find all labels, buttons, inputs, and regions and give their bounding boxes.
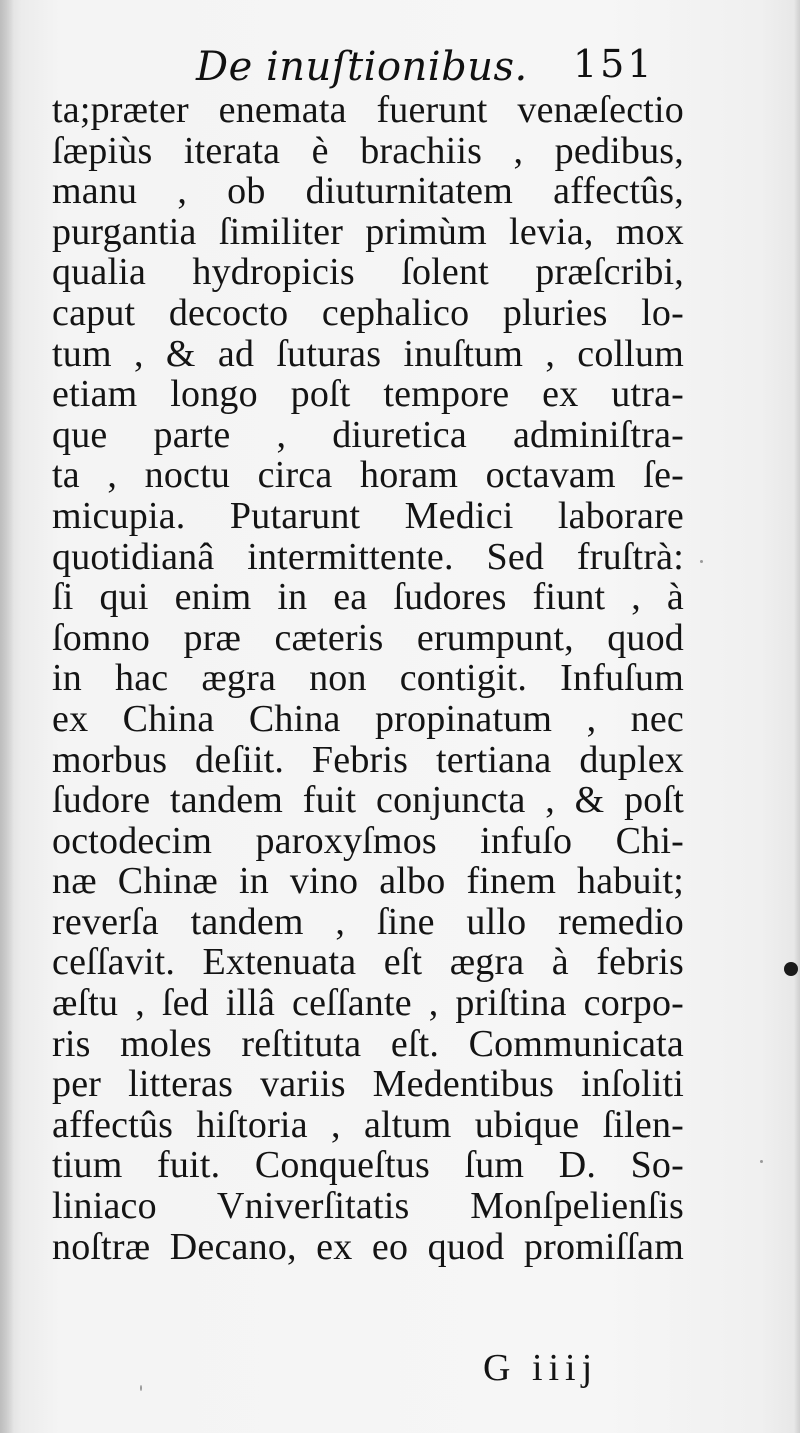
text-line: etiam longo poſt tempore ex utra- [52,373,684,416]
paper-speck [140,1385,142,1391]
text-line: liniaco Vniverſitatis Monſpelienſis [52,1185,684,1228]
text-line: næ Chinæ in vino albo finem habuit; [52,860,684,903]
text-line: que parte , diuretica adminiſtra- [52,413,684,456]
text-line: tum , & ad ſuturas inuſtum , collum [52,332,684,375]
text-line: ex China China propinatum , nec [52,697,684,740]
text-line: ſi qui enim in ea ſudores fiunt , à [52,576,684,619]
paper-speck [700,560,703,563]
running-head [0,36,800,96]
paper-speck [760,1160,763,1163]
text-line: manu , ob diuturnitatem affectûs, [52,170,684,213]
page-footer [0,1346,800,1394]
text-line: micupia. Putarunt Medici laborare [52,494,684,537]
text-line: ris moles reſtituta eſt. Communicata [52,1022,684,1065]
text-line: noſtræ Decano, ex eo quod promiſſam [52,1225,684,1268]
text-line: affectûs hiſtoria , altum ubique ſilen- [52,1103,684,1146]
text-line: ſudore tandem fuit conjuncta , & poſt [52,779,684,822]
text-line: ſomno præ cæteris erumpunt, quod [52,616,684,659]
text-line: morbus deſiit. Febris tertiana duplex [52,738,684,781]
text-line: in hac ægra non contigit. Infuſum [52,657,684,700]
text-line: æſtu , ſed illâ ceſſante , priſtina corpo- [52,982,684,1025]
text-line: per litteras variis Medentibus inſoliti [52,1063,684,1106]
text-line: ceſſavit. Extenuata eſt ægra à febris [52,941,684,984]
text-line: ta;præter enemata fuerunt venæſectio [52,89,684,131]
text-line: ſæpiùs iterata è brachiis , pedibus, [52,129,684,172]
signature-mark: G iiij [483,1347,599,1389]
running-head-title: De inuſtionibus. [196,44,528,90]
page-edge [794,0,800,1433]
text-line: tium fuit. Conqueſtus ſum D. So- [52,1144,684,1187]
text-line: quotidianâ intermittente. Sed fruſtrà: [52,535,684,578]
text-line: caput decocto cephalico pluries lo- [52,291,684,334]
text-line: ta , noctu circa horam octavam ſe- [52,454,684,497]
ink-blot [784,962,798,976]
text-line: octodecim paroxyſmos infuſo Chi- [52,819,684,862]
text-line: reverſa tandem , ſine ullo remedio [52,900,684,943]
text-line: qualia hydropicis ſolent præſcribi, [52,251,684,294]
body-text [52,90,684,1267]
gutter-shadow [0,0,14,1433]
text-line: purgantia ſimiliter primùm levia, mox [52,210,684,253]
page-number: 151 [573,42,655,86]
